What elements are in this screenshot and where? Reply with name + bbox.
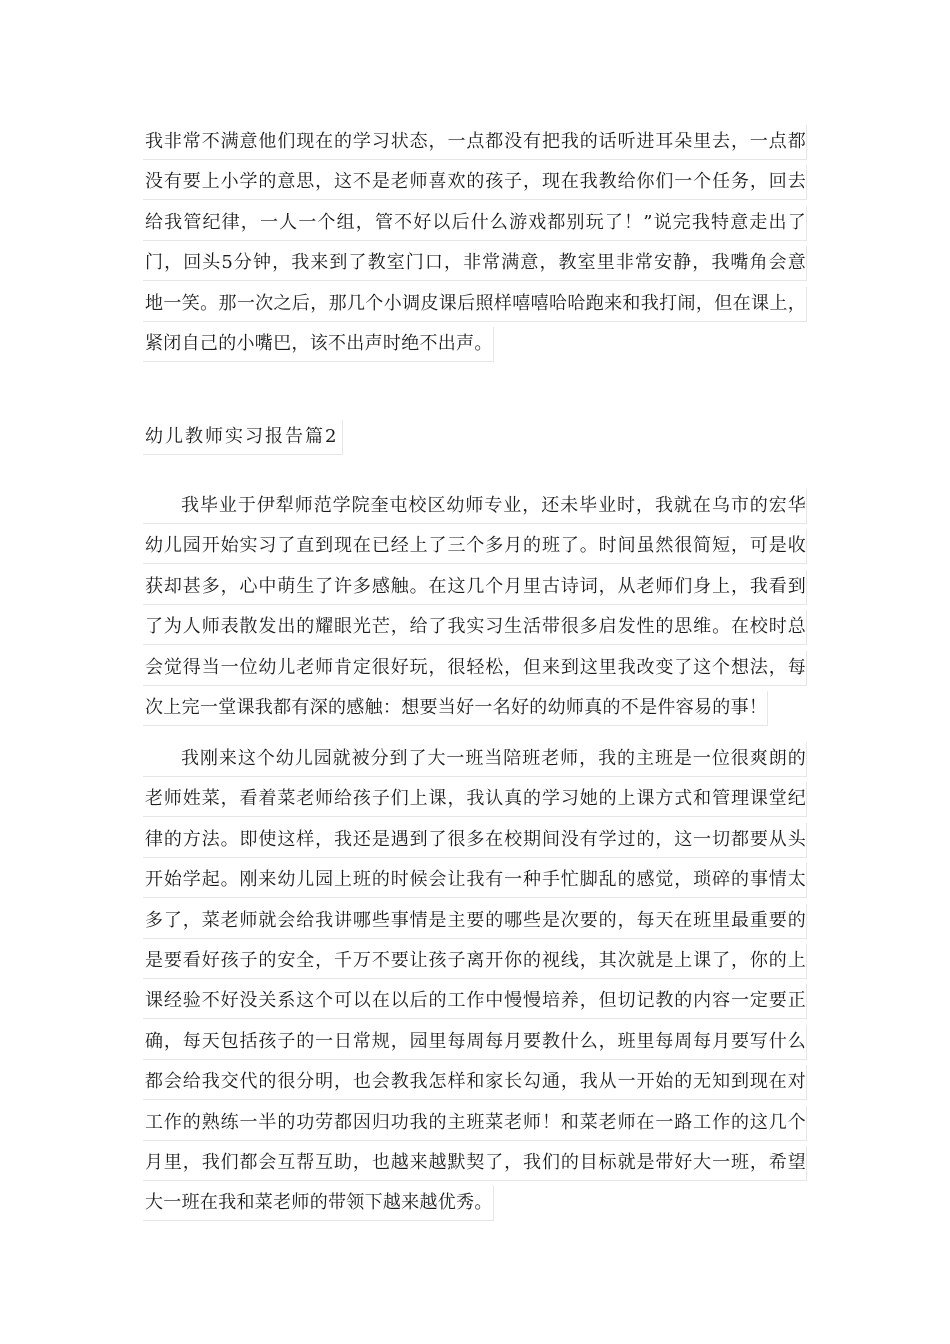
paragraph-2 (143, 489, 807, 735)
text-line: 开始学起。刚来幼儿园上班的时候会让我有一种手忙脚乱的感觉，琐碎的事情太 (143, 863, 807, 898)
text-line: 门，回头5分钟，我来到了教室门口，非常满意，教室里非常安静，我嘴角会意 (143, 246, 807, 281)
text-line: 我非常不满意他们现在的学习状态，一点都没有把我的话听进耳朵里去，一点都 (143, 125, 807, 160)
text-line: 确，每天包括孩子的一日常规，园里每周每月要教什么，班里每周每月要写什么 (143, 1025, 807, 1060)
text-line: 大一班在我和菜老师的带领下越来越优秀。 (143, 1186, 494, 1221)
text-line: 会觉得当一位幼儿老师肯定很好玩，很轻松，但来到这里我改变了这个想法，每 (143, 651, 807, 686)
text-line: 给我管纪律，一人一个组，管不好以后什么游戏都别玩了！”说完我特意走出了 (143, 206, 807, 241)
paragraph-3 (143, 742, 807, 1231)
text-line: 都会给我交代的很分明，也会教我怎样和家长勾通，我从一开始的无知到现在对 (143, 1065, 807, 1100)
paragraph-1 (143, 125, 807, 371)
text-line: 月里，我们都会互帮互助，也越来越默契了，我们的目标就是带好大一班，希望 (143, 1146, 807, 1181)
text-line: 我刚来这个幼儿园就被分到了大一班当陪班老师，我的主班是一位很爽朗的 (143, 742, 807, 777)
text-line: 工作的熟练一半的功劳都因归功我的主班菜老师！和菜老师在一路工作的这几个 (143, 1106, 807, 1141)
text-line: 课经验不好没关系这个可以在以后的工作中慢慢培养，但切记教的内容一定要正 (143, 984, 807, 1019)
text-line: 次上完一堂课我都有深的感触：想要当好一名好的幼师真的不是件容易的事！ (143, 691, 768, 726)
text-line: 多了，菜老师就会给我讲哪些事情是主要的哪些是次要的，每天在班里最重要的 (143, 904, 807, 939)
text-line: 是要看好孩子的安全，千万不要让孩子离开你的视线，其次就是上课了，你的上 (143, 944, 807, 979)
text-line: 没有要上小学的意思，这不是老师喜欢的孩子，现在我教给你们一个任务，回去 (143, 165, 807, 200)
text-line: 老师姓菜，看着菜老师给孩子们上课，我认真的学习她的上课方式和管理课堂纪 (143, 782, 807, 817)
text-line: 律的方法。即使这样，我还是遇到了很多在校期间没有学过的，这一切都要从头 (143, 823, 807, 858)
text-line: 了为人师表散发出的耀眼光芒，给了我实习生活带很多启发性的思维。在校时总 (143, 610, 807, 645)
text-line: 幼儿园开始实习了直到现在已经上了三个多月的班了。时间虽然很简短，可是收 (143, 529, 807, 564)
text-line: 我毕业于伊犁师范学院奎屯校区幼师专业，还未毕业时，我就在乌市的宏华 (143, 489, 807, 524)
text-line: 获却甚多，心中萌生了许多感触。在这几个月里古诗词，从老师们身上，我看到 (143, 570, 807, 605)
text-line: 地一笑。那一次之后，那几个小调皮课后照样嘻嘻哈哈跑来和我打闹，但在课上， (143, 287, 807, 322)
section-heading: 幼儿教师实习报告篇2 (143, 420, 343, 455)
text-line: 紧闭自己的小嘴巴，该不出声时绝不出声。 (143, 327, 494, 362)
